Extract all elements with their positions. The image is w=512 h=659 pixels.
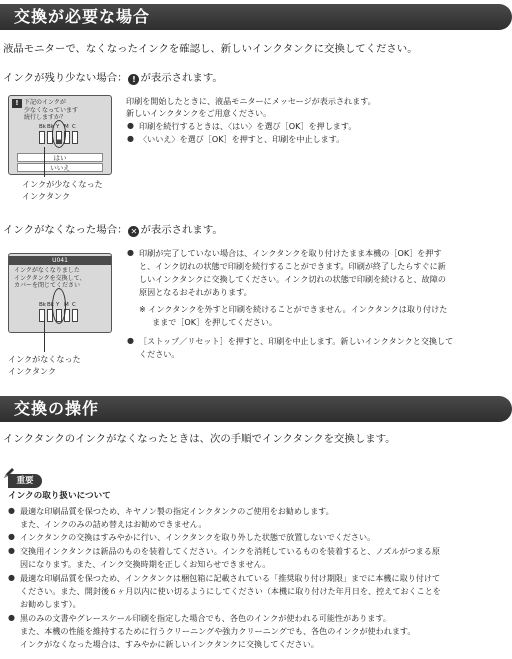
lcd-message-line: 続行しますか？ <box>24 114 67 121</box>
error-code: U041 <box>9 256 111 265</box>
out-of-ink-heading <box>3 224 223 237</box>
lcd-message-line: インクがなくなりました <box>14 267 80 274</box>
low-ink-heading-text: インクが残り少ない場合： <box>3 72 128 84</box>
out-of-ink-heading-text: インクがなくなった場合： <box>3 224 128 236</box>
ink-handling-subhead: インクの取り扱いについて <box>8 491 111 501</box>
lcd-message-line: カバーを閉じてください <box>14 282 81 289</box>
bullet-icon: ● <box>8 546 15 555</box>
handling-item: お勧めします）。 <box>20 599 81 609</box>
handling-item: また、インクのみの詰め替えはお勧めできません。 <box>20 519 207 529</box>
procedure-intro: インクタンクのインクがなくなったときは、次の手順でインクタンクを交換します。 <box>3 433 396 445</box>
low-ink-bullet: 〈いいえ〉を選び［OK］を押すと、印刷を中止します。 <box>139 134 345 144</box>
bullet-icon: ● <box>127 121 134 130</box>
handling-item: ください。また、開封後６ヶ月以内に使い切るようにしてください（本機に取り付けた年月日を、控えておくことを <box>20 586 441 596</box>
bullet-icon: ● <box>127 336 134 345</box>
low-ink-bullet: 印刷を続行するときは、〈はい〉を選び［OK］を押します。 <box>139 121 357 131</box>
out-of-ink-bullet: ください。 <box>139 349 180 359</box>
tank-label: M <box>64 124 69 130</box>
bullet-icon: ● <box>8 613 15 622</box>
out-of-ink-bullet: 原因となるおそれがあります。 <box>139 287 252 297</box>
handling-item: インクタンクの交換はすみやかに行い、インクタンクを取り外した状態で放置しないでください。 <box>20 532 376 542</box>
handling-item: 黒のみの文書やグレースケール印刷を指定した場合でも、各色のインクが使われる可能性があります。 <box>20 613 391 623</box>
low-ink-desc: 印刷を開始したときに、液晶モニターにメッセージが表示されます。 <box>126 96 376 106</box>
intro-text: 液晶モニターで、なくなったインクを確認し、新しいインクタンクに交換してください。 <box>3 43 418 55</box>
out-of-ink-bullet: ［ストップ／リセット］を押すと、印刷を中止します。新しいインクタンクと交換して <box>139 336 454 346</box>
tank-slot <box>72 131 78 144</box>
out-of-ink-note: ※ インクタンクを外すと印刷を続けることができません。インクタンクは取り付けた <box>139 304 448 314</box>
tank-label: C <box>72 124 76 130</box>
out-of-ink-bullet: 印刷が完了していない場合は、インクタンクを取り付けたまま本機の［OK］を押す <box>139 248 442 258</box>
tank-label: M <box>64 302 69 308</box>
tank-slot <box>72 309 78 322</box>
lcd-message-line: インクタンクを交換して、 <box>14 274 86 282</box>
tank-label: Bk <box>47 302 54 308</box>
section-header-replace-procedure <box>0 396 512 422</box>
tank-label: Bk <box>47 124 54 130</box>
lcd-low-ink-screen <box>8 95 112 175</box>
section-title: 交換が必要な場合 <box>14 7 151 26</box>
bullet-icon: ● <box>8 573 15 582</box>
ink-tank-indicator <box>39 302 89 328</box>
callout-line <box>44 147 45 177</box>
low-ink-heading <box>3 72 223 85</box>
lcd-message-line: 少なくなっています <box>24 106 79 114</box>
tank-label: Bk <box>39 302 46 308</box>
out-of-ink-bullet: しいインクタンクに交換してください。インク切れの状態で印刷を続けると、故障の <box>139 274 446 284</box>
lcd-option-yes: はい <box>17 153 103 162</box>
callout-label: インクが少なくなった <box>22 179 103 189</box>
tank-label: Y <box>56 124 60 130</box>
section-header-replace-needed <box>0 4 512 30</box>
low-ink-heading-suffix: が表示されます。 <box>140 72 223 84</box>
handling-item: 交換用インクタンクは新品のものを装着してください。インクを消耗しているものを装着すると、ノズルがつまる原 <box>20 546 440 556</box>
handling-item: 因になります。また、インク交換時期を正しくお知らせできません。 <box>20 559 271 569</box>
callout-line <box>44 320 45 352</box>
out-of-ink-bullet: と、インク切れの状態で印刷を続行することができます。印刷が終了したらすぐに新 <box>139 261 446 271</box>
low-ink-desc: 新しいインクタンクをご用意ください。 <box>126 108 272 118</box>
important-badge: 重要 <box>8 474 42 488</box>
callout-label: インクタンク <box>22 191 71 201</box>
highlight-circle <box>52 288 66 324</box>
warning-icon: ! <box>12 99 22 108</box>
tank-label: Bk <box>39 124 46 130</box>
bullet-icon: ● <box>8 532 15 541</box>
highlight-circle <box>52 120 66 148</box>
tank-label: C <box>72 302 76 308</box>
handling-item: また、本機の性能を維持するために行うクリーニングや強力クリーニングでも、各色のインクが使われます。 <box>20 626 416 636</box>
bullet-icon: ● <box>127 134 134 143</box>
handling-item: インクがなくなった場合は、すみやかに新しいインクタンクに交換してください。 <box>20 639 319 649</box>
handling-item: 最適な印刷品質を保つため、キヤノン製の指定インクタンクのご使用をお勧めします。 <box>20 506 334 516</box>
lcd-message-line: 下記のインクが <box>24 99 66 106</box>
ink-tank-indicator <box>39 124 89 150</box>
error-icon: ✕ <box>128 226 139 237</box>
callout-label: インクタンク <box>8 366 57 376</box>
out-of-ink-heading-suffix: が表示されます。 <box>140 224 223 236</box>
lcd-out-of-ink-screen <box>8 253 112 333</box>
lcd-option-no: いいえ <box>17 163 103 172</box>
section-title: 交換の操作 <box>14 399 100 418</box>
bullet-icon: ● <box>127 248 134 257</box>
handling-item: 最適な印刷品質を保つため、インクタンクは梱包箱に記載されている「推奨取り付け期限」までに本機に取り付けて <box>20 573 441 583</box>
tank-slot <box>39 131 45 144</box>
tank-label: Y <box>56 302 60 308</box>
bullet-icon: ● <box>8 506 15 515</box>
out-of-ink-note: ままで［OK］を押してください。 <box>152 317 277 327</box>
warning-icon: ! <box>128 74 139 85</box>
callout-label: インクがなくなった <box>8 354 81 364</box>
